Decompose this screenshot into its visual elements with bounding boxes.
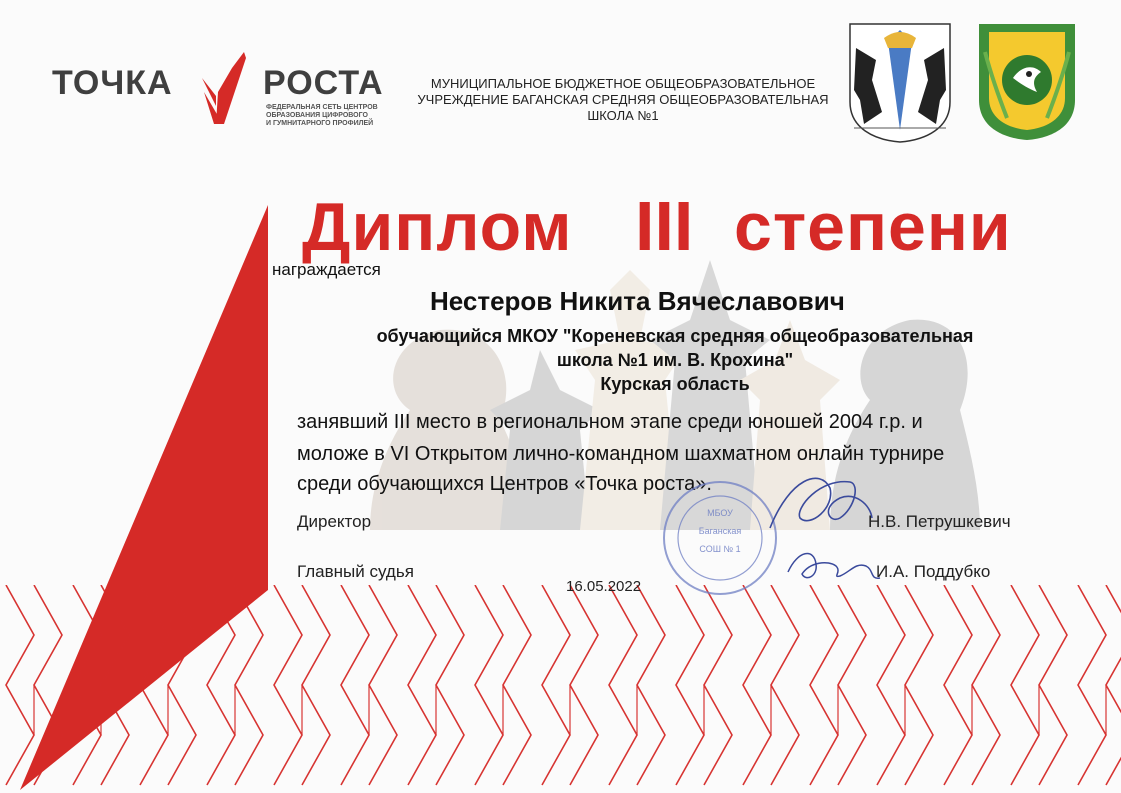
achievement-text-line: занявший III место в региональном этапе среди юношей 2004 г.р. и (297, 411, 923, 433)
chief-judge-name: И.А. Поддубко (876, 562, 991, 581)
stamp-text: СОШ № 1 (699, 544, 741, 554)
school-name-line: МУНИЦИПАЛЬНОЕ БЮДЖЕТНОЕ ОБЩЕОБРАЗОВАТЕЛЬНОЕ (430, 76, 816, 91)
tochka-rosta-logo-icon (196, 52, 256, 124)
logo-subtitle-line: ФЕДЕРАЛЬНАЯ СЕТЬ ЦЕНТРОВ (266, 104, 378, 111)
zigzag-pattern (0, 585, 1121, 793)
coat-of-arms-bagan-icon (977, 22, 1077, 142)
region: Курская область (600, 374, 750, 394)
chief-judge-label: Главный судья (297, 562, 414, 581)
coat-of-arms-novosibirsk-icon (846, 20, 956, 144)
director-name: Н.В. Петрушкевич (868, 512, 1011, 531)
affiliation-line: школа №1 им. В. Крохина" (556, 350, 794, 370)
logo-subtitle (266, 104, 396, 128)
logo-subtitle-line: ОБРАЗОВАНИЯ ЦИФРОВОГО (266, 112, 368, 119)
affiliation-line: обучающийся МКОУ "Кореневская средняя общеобразовательная (376, 326, 974, 346)
chess-pieces-background (330, 230, 980, 560)
stamp-text: МБОУ (707, 508, 733, 518)
director-label: Директор (297, 512, 372, 531)
stamp-text: Баганская (698, 526, 742, 536)
diploma-degree-numeral: III (635, 187, 694, 265)
issue-date: 16.05.2022 (566, 578, 642, 595)
achievement-text-line: среди обучающихся Центров «Точка роста». (297, 473, 712, 495)
school-name (405, 76, 841, 124)
diploma-title-word: Диплом (302, 189, 573, 265)
director-signature (760, 468, 880, 548)
achievement-text-line: моложе в VI Открытом лично-командном шахматном онлайн турнире (297, 443, 945, 465)
school-name-line: УЧРЕЖДЕНИЕ БАГАНСКАЯ СРЕДНЯЯ ОБЩЕОБРАЗОВАТЕЛЬНАЯ (417, 92, 829, 107)
logo-text-rosta: РОСТА (263, 64, 384, 102)
awarded-label: награждается (272, 260, 381, 279)
recipient-name-text: Нестеров Никита Вячеславович (430, 286, 845, 316)
judge-signature (780, 542, 890, 592)
diploma-title-degree-word: степени (734, 189, 1012, 265)
school-name-line: ШКОЛА №1 (587, 108, 659, 123)
logo-subtitle-line: И ГУМНИТАРНОГО ПРОФИЛЕЙ (266, 120, 374, 127)
logo-text-tochka: ТОЧКА (52, 64, 173, 102)
